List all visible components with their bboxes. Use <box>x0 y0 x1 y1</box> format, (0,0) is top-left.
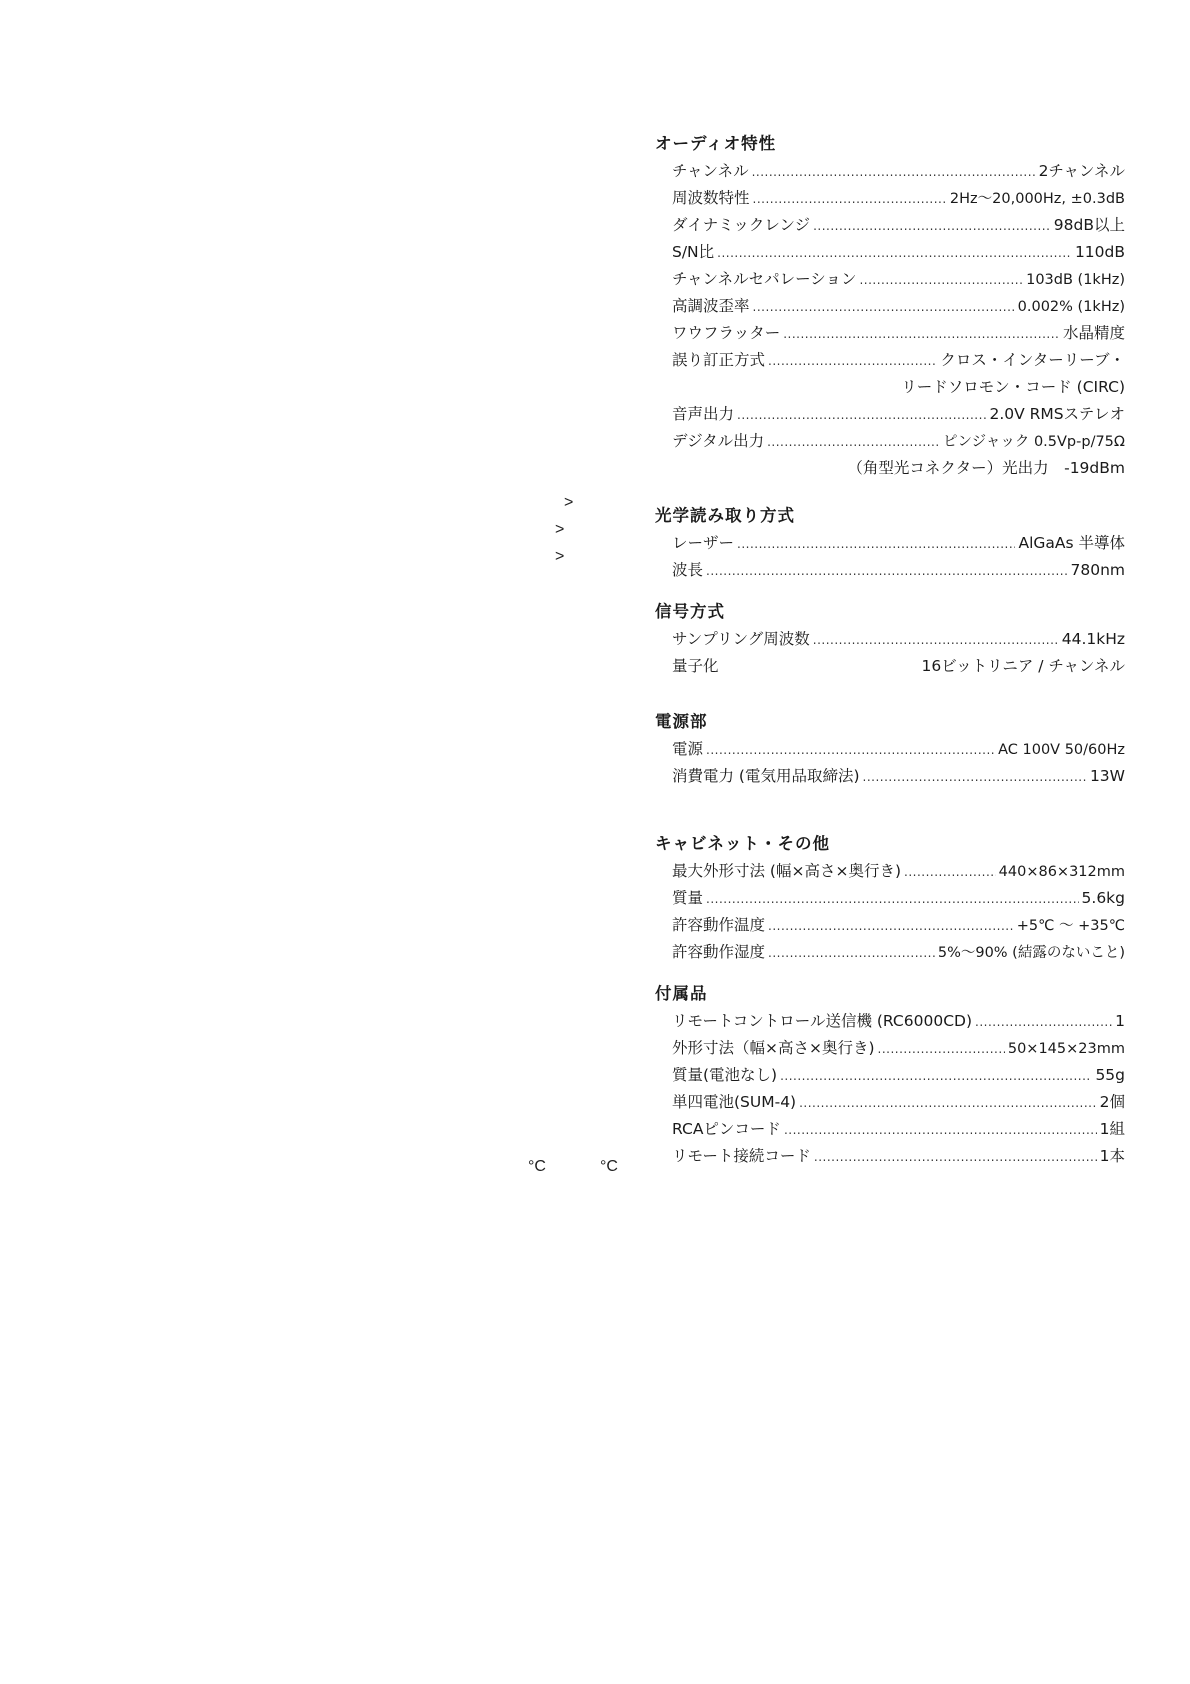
spec-label: デジタル出力 <box>672 432 765 450</box>
spec-label: 波長 <box>672 561 704 579</box>
spec-value: 1本 <box>1099 1147 1125 1165</box>
spec-list <box>655 130 1125 1184</box>
dot-leader <box>813 627 1059 654</box>
spec-row <box>655 1035 1125 1062</box>
dot-leader <box>904 859 996 886</box>
spec-label: 単四電池(SUM-4) <box>672 1093 797 1111</box>
spec-value: 440×86×312mm <box>998 864 1125 880</box>
spec-row <box>655 939 1125 966</box>
dot-leader <box>737 531 1015 558</box>
spec-row <box>655 653 1125 680</box>
spec-row <box>655 736 1125 763</box>
spec-value: 水晶精度 <box>1062 324 1125 342</box>
spec-label: ダイナミックレンジ <box>672 216 811 234</box>
spec-row <box>655 266 1125 293</box>
spec-value: 110dB <box>1074 243 1125 261</box>
spec-label: 周波数特性 <box>672 189 750 207</box>
spec-row <box>655 1089 1125 1116</box>
spec-label: レーザー <box>672 534 735 552</box>
spec-label: RCAピンコード <box>672 1120 781 1138</box>
spec-value: 0.002% (1kHz) <box>1017 299 1125 315</box>
spec-label: リモート接続コード <box>672 1147 811 1165</box>
spec-value: 2個 <box>1099 1093 1125 1111</box>
dot-leader <box>783 321 1060 348</box>
spec-value: 2チャンネル <box>1038 162 1125 180</box>
margin-mark: °C <box>528 1158 546 1175</box>
spec-row <box>655 626 1125 653</box>
spec-value: AC 100V 50/60Hz <box>998 742 1125 758</box>
dot-leader <box>863 764 1087 791</box>
section-title: 信号方式 <box>655 602 725 621</box>
section-power <box>655 708 1125 790</box>
dot-leader <box>780 1063 1092 1090</box>
spec-row <box>655 239 1125 266</box>
dot-leader <box>706 558 1067 585</box>
spec-value: ピンジャック 0.5Vp-p/75Ω <box>943 434 1125 450</box>
spec-value: 44.1kHz <box>1061 630 1125 648</box>
spec-label: 音声出力 <box>672 405 735 423</box>
spec-label: 高調波歪率 <box>672 297 750 315</box>
spec-row <box>655 293 1125 320</box>
spec-label: 質量(電池なし) <box>672 1066 778 1084</box>
spec-row <box>655 885 1125 912</box>
spec-row <box>655 1008 1125 1035</box>
section-title: 付属品 <box>655 984 708 1003</box>
spec-label: ワウフラッター <box>672 324 781 342</box>
spec-value: 5.6kg <box>1081 889 1125 907</box>
spec-label: 許容動作温度 <box>672 916 766 934</box>
spec-row <box>655 185 1125 212</box>
section-audio <box>655 130 1125 482</box>
dot-leader <box>768 348 937 375</box>
spec-value: AlGaAs 半導体 <box>1018 534 1125 552</box>
spec-row <box>655 557 1125 584</box>
spec-label: 消費電力 (電気用品取締法) <box>672 767 860 785</box>
dot-leader <box>814 1144 1097 1171</box>
spec-row <box>655 912 1125 939</box>
spec-value: 103dB (1kHz) <box>1026 272 1125 288</box>
dot-leader <box>753 294 1015 321</box>
spec-row <box>655 763 1125 790</box>
spec-label: 最大外形寸法 (幅×高さ×奥行き) <box>672 862 901 880</box>
spec-value: 1 <box>1115 1012 1125 1030</box>
dot-leader <box>878 1036 1005 1063</box>
spec-label: サンプリング周波数 <box>672 630 810 648</box>
dot-leader <box>752 159 1036 186</box>
dot-leader <box>768 940 935 967</box>
spec-row <box>655 530 1125 557</box>
spec-value: 1組 <box>1099 1120 1125 1138</box>
dot-leader <box>975 1009 1112 1036</box>
spec-row <box>655 858 1125 885</box>
spec-value: クロス・インターリーブ・ <box>940 351 1125 369</box>
spec-row <box>655 320 1125 347</box>
margin-mark: > <box>564 494 574 511</box>
section-title: オーディオ特性 <box>655 134 777 153</box>
dot-leader <box>737 402 986 429</box>
spec-value: 5%〜90% (結露のないこと) <box>937 945 1125 961</box>
margin-mark: > <box>555 548 565 565</box>
spec-label: 質量 <box>672 889 704 907</box>
spec-value: 2Hz〜20,000Hz, ±0.3dB <box>949 191 1125 207</box>
section-title: キャビネット・その他 <box>655 834 830 853</box>
spec-continuation: リードソロモン・コード (CIRC) <box>901 378 1125 396</box>
spec-label: 誤り訂正方式 <box>672 351 766 369</box>
spec-label: 量子化 <box>672 657 719 675</box>
spec-label: S/N比 <box>672 243 715 261</box>
spec-value: 98dB以上 <box>1053 216 1125 234</box>
dot-leader <box>706 886 1079 913</box>
dot-leader <box>799 1090 1097 1117</box>
spec-row <box>655 212 1125 239</box>
section-cabinet <box>655 830 1125 966</box>
spec-label: 電源 <box>672 740 704 758</box>
section-signal <box>655 598 1125 680</box>
spec-value: 13W <box>1089 767 1125 785</box>
dot-leader <box>813 213 1051 240</box>
spec-label: チャンネルセパレーション <box>672 270 857 288</box>
spec-value: +5℃ 〜 +35℃ <box>1016 918 1125 934</box>
margin-mark: °C <box>600 1158 618 1175</box>
dot-leader <box>767 429 940 456</box>
spec-value: 55g <box>1095 1066 1125 1084</box>
spec-label: 許容動作湿度 <box>672 943 766 961</box>
spec-value: 50×145×23mm <box>1007 1041 1125 1057</box>
spec-label: 外形寸法（幅×高さ×奥行き) <box>672 1039 875 1057</box>
spec-row <box>655 347 1125 374</box>
spec-value: 2.0V RMSステレオ <box>989 405 1125 423</box>
spec-label: リモートコントロール送信機 (RC6000CD) <box>672 1012 972 1030</box>
dot-leader <box>706 737 995 764</box>
spec-value: 780nm <box>1070 561 1125 579</box>
spec-row <box>655 401 1125 428</box>
spec-label: チャンネル <box>672 162 749 180</box>
spec-row <box>655 1116 1125 1143</box>
spec-row <box>655 428 1125 455</box>
dot-leader <box>768 913 1014 940</box>
margin-mark: > <box>555 521 565 538</box>
spec-continuation: （角型光コネクター）光出力 -19dBm <box>847 459 1125 477</box>
dot-leader <box>859 267 1023 294</box>
section-title: 電源部 <box>655 712 708 731</box>
section-optical <box>655 502 1125 584</box>
spec-row <box>655 1062 1125 1089</box>
section-title: 光学読み取り方式 <box>655 506 795 525</box>
dot-leader <box>784 1117 1097 1144</box>
section-accessories <box>655 980 1125 1170</box>
spec-row <box>655 158 1125 185</box>
spec-value: 16ビットリニア / チャンネル <box>921 657 1125 675</box>
dot-leader <box>717 240 1072 267</box>
spec-row <box>655 1143 1125 1170</box>
dot-leader <box>753 186 947 213</box>
